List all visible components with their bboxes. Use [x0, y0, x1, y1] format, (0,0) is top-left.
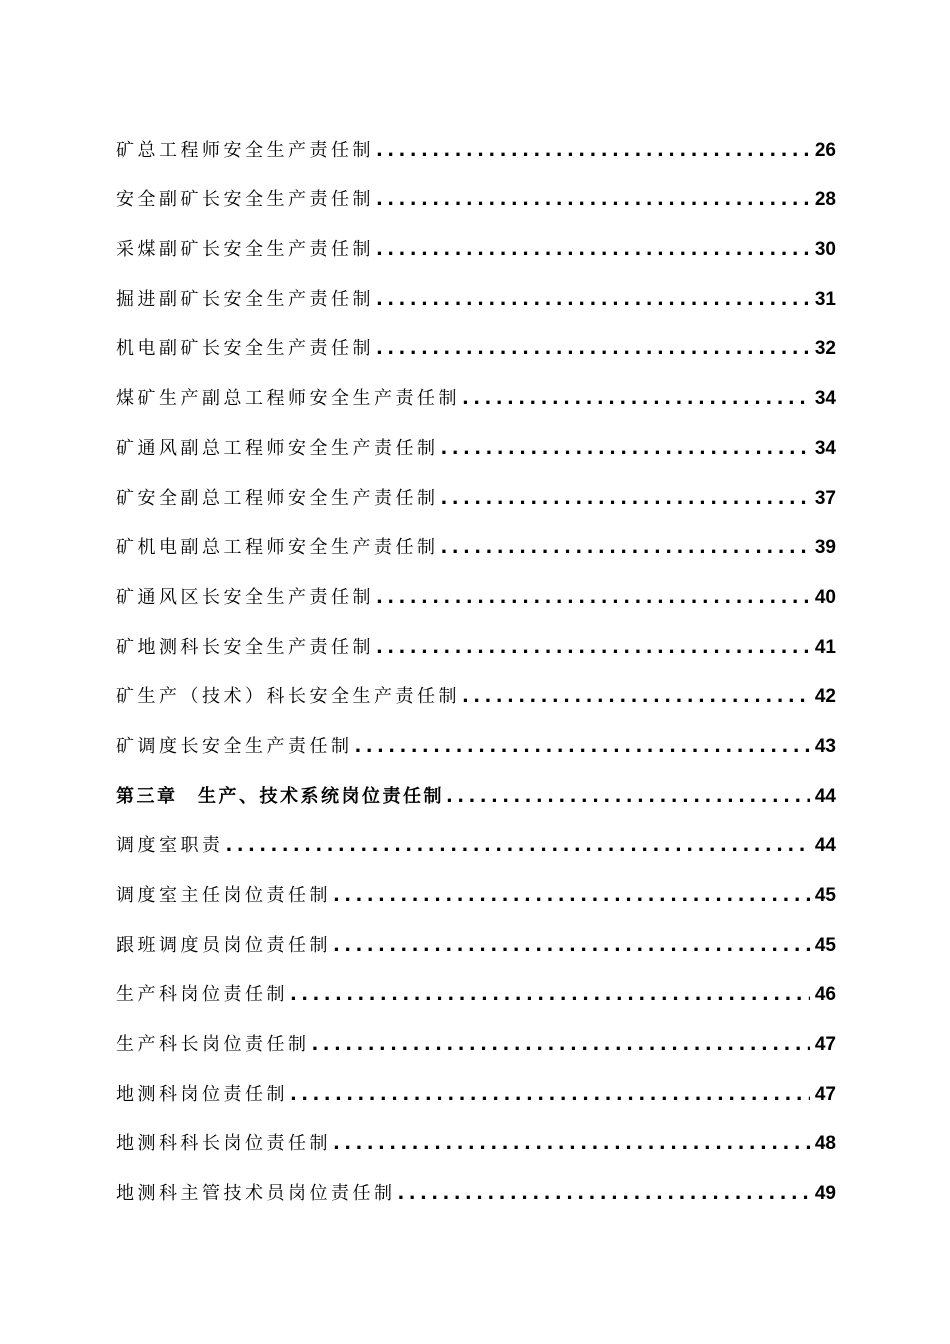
toc-entry-title: 采煤副矿长安全生产责任制 — [116, 239, 374, 261]
toc-entry-title: 矿安全副总工程师安全生产责任制 — [116, 487, 439, 509]
toc-entry-title: 调度室职责 — [116, 835, 224, 857]
dot-leader — [333, 1133, 810, 1155]
dot-leader — [398, 1183, 811, 1205]
dot-leader — [376, 637, 810, 659]
dot-leader — [376, 289, 810, 311]
toc-entry[interactable] — [116, 225, 836, 275]
toc-entry-title: 安全副矿长安全生产责任制 — [116, 189, 374, 211]
dot-leader — [376, 140, 810, 162]
dot-leader — [462, 388, 810, 410]
dot-leader — [290, 984, 810, 1006]
toc-entry-page: 32 — [814, 338, 836, 360]
toc-entry[interactable] — [116, 424, 836, 474]
toc-entry[interactable] — [116, 1070, 836, 1120]
toc-entry-title: 地测科主管技术员岗位责任制 — [116, 1183, 396, 1205]
toc-entry[interactable] — [116, 673, 836, 723]
toc-entry[interactable] — [116, 722, 836, 772]
toc-entry[interactable] — [116, 822, 836, 872]
dot-leader — [462, 686, 810, 708]
toc-entry-page: 34 — [814, 437, 836, 459]
toc-entry-title: 煤矿生产副总工程师安全生产责任制 — [116, 388, 460, 410]
toc-entry-page: 46 — [814, 984, 836, 1006]
toc-entry-title: 生产科长岗位责任制 — [116, 1034, 310, 1056]
dot-leader — [441, 488, 811, 510]
toc-entry-page: 42 — [814, 686, 836, 708]
toc-entry-page: 37 — [814, 487, 836, 509]
toc-entry[interactable] — [116, 1169, 836, 1219]
toc-entry-title: 第三章 生产、技术系统岗位责任制 — [116, 785, 444, 807]
toc-entry-page: 44 — [814, 785, 836, 807]
toc-entry-title: 调度室主任岗位责任制 — [116, 885, 331, 906]
toc-entry-title: 机电副矿长安全生产责任制 — [116, 338, 374, 360]
toc-entry-title: 矿通风区长安全生产责任制 — [116, 586, 374, 608]
toc-entry-page: 31 — [814, 288, 836, 310]
toc-entry[interactable] — [116, 971, 836, 1021]
toc-entry-page: 28 — [814, 189, 836, 211]
toc-entry-page: 48 — [814, 1133, 836, 1155]
toc-entry-title: 矿总工程师安全生产责任制 — [116, 139, 374, 161]
dot-leader — [376, 338, 810, 360]
toc-entry[interactable] — [116, 374, 836, 424]
toc-entry[interactable] — [116, 573, 836, 623]
toc-entry[interactable] — [116, 275, 836, 325]
toc-entry-page: 45 — [814, 885, 836, 906]
toc-entry-title: 矿调度长安全生产责任制 — [116, 735, 353, 757]
toc-entry[interactable] — [116, 871, 836, 921]
dot-leader — [441, 537, 811, 559]
toc-entry-page: 34 — [814, 388, 836, 410]
toc-entry[interactable] — [116, 524, 836, 574]
toc-entry-title: 掘进副矿长安全生产责任制 — [116, 288, 374, 310]
toc-entry-title: 地测科岗位责任制 — [116, 1083, 288, 1105]
toc-entry[interactable] — [116, 1120, 836, 1170]
dot-leader — [376, 587, 810, 609]
toc-entry-page: 49 — [814, 1183, 836, 1205]
toc-entry-title: 跟班调度员岗位责任制 — [116, 934, 331, 956]
toc-entry-title: 矿生产（技术）科长安全生产责任制 — [116, 686, 460, 708]
toc-entry-page: 40 — [814, 586, 836, 608]
toc-chapter-heading[interactable] — [116, 772, 836, 822]
toc-entry-title: 地测科科长岗位责任制 — [116, 1133, 331, 1155]
toc-entry-page: 41 — [814, 636, 836, 658]
dot-leader — [441, 438, 811, 460]
toc-entry-title: 矿机电副总工程师安全生产责任制 — [116, 537, 439, 559]
toc-entry[interactable] — [116, 325, 836, 375]
dot-leader — [376, 239, 810, 261]
toc-entry-title: 生产科岗位责任制 — [116, 984, 288, 1006]
toc-entry[interactable] — [116, 623, 836, 673]
toc-entry-title: 矿地测科长安全生产责任制 — [116, 636, 374, 658]
toc-entry[interactable] — [116, 1020, 836, 1070]
toc-entry[interactable] — [116, 176, 836, 226]
dot-leader — [376, 189, 810, 211]
dot-leader — [312, 1034, 811, 1056]
toc-entry-page: 30 — [814, 239, 836, 261]
toc-entry-page: 39 — [814, 537, 836, 559]
dot-leader — [226, 835, 811, 857]
toc-entry[interactable] — [116, 921, 836, 971]
toc-entry-page: 43 — [814, 735, 836, 757]
toc-entry-title: 矿通风副总工程师安全生产责任制 — [116, 437, 439, 459]
dot-leader — [290, 1084, 810, 1106]
dot-leader — [333, 935, 810, 957]
dot-leader — [355, 736, 811, 758]
toc-entry[interactable] — [116, 474, 836, 524]
toc-entry-page: 47 — [814, 1083, 836, 1105]
toc-entry-page: 26 — [814, 139, 836, 161]
table-of-contents — [116, 126, 836, 1219]
toc-entry-page: 45 — [814, 934, 836, 956]
toc-entry-page: 47 — [814, 1034, 836, 1056]
toc-entry[interactable] — [116, 126, 836, 176]
dot-leader — [333, 885, 810, 907]
toc-entry-page: 44 — [814, 835, 836, 857]
dot-leader — [446, 786, 810, 808]
